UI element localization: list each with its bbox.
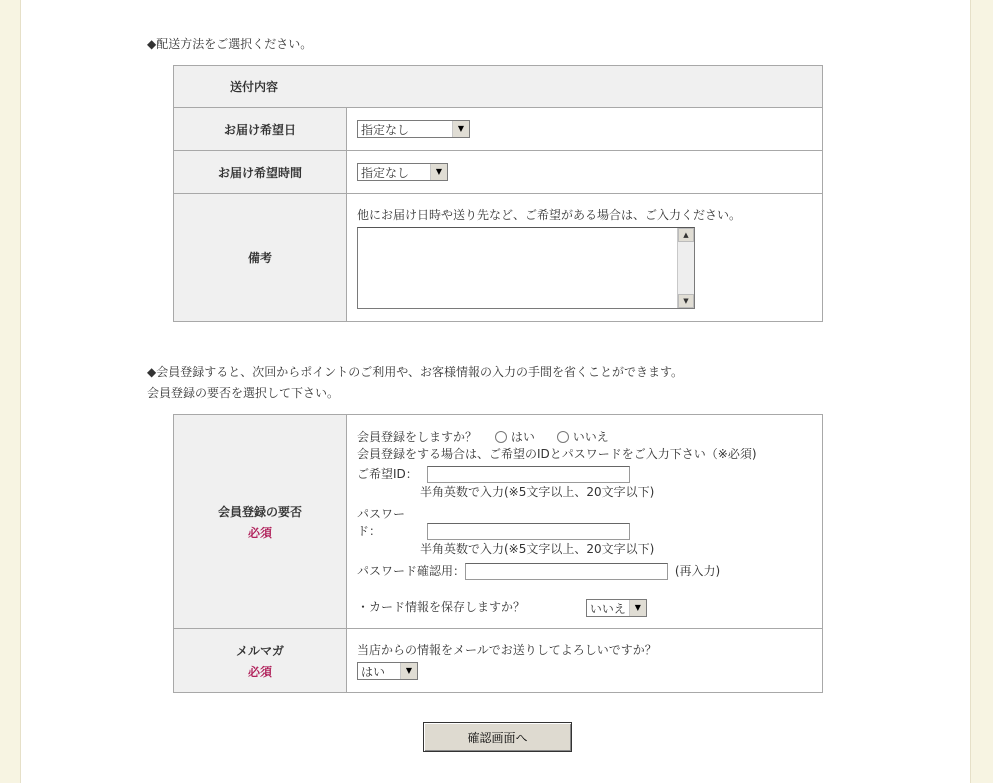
member-pw-confirm-input[interactable] xyxy=(465,563,668,580)
delivery-section-title: ◆配送方法をご選択ください。 xyxy=(147,37,313,51)
delivery-date-value: 指定なし xyxy=(361,123,410,137)
member-question: 会員登録をしますか？ xyxy=(357,430,478,444)
member-pw-confirm-label: パスワード確認用： xyxy=(357,564,466,578)
delivery-time-cell xyxy=(347,151,823,194)
card-select[interactable] xyxy=(586,599,647,617)
member-intro-line2: 会員登録の要否を選択して下さい。 xyxy=(147,386,340,400)
chevron-down-icon: ▼ xyxy=(400,663,417,679)
member-yes-label: はい xyxy=(510,430,535,444)
member-intro-line1: ◆会員登録すると、次回からポイントのご利用や、お客様情報の入力の手間を省くことができます。 xyxy=(147,365,684,379)
mailmag-question: 当店からの情報をメールでお送りしてよろしいですか？ xyxy=(357,642,657,657)
confirm-button[interactable]: 確認画面へ xyxy=(423,722,572,752)
member-id-hint: 半角英数で入力(※5文字以上、20文字以下) xyxy=(420,485,655,499)
scroll-up-icon[interactable]: ▲ xyxy=(678,228,694,242)
delivery-date-cell xyxy=(347,108,823,151)
note-hint: 他にお届け日時や送り先など、ご希望がある場合は、ご入力ください。 xyxy=(357,208,742,222)
delivery-time-label: お届け希望時間 xyxy=(174,151,347,194)
member-no-option[interactable] xyxy=(557,430,609,444)
mailmag-required: 必須 xyxy=(247,664,272,679)
chevron-down-icon: ▼ xyxy=(430,164,447,180)
member-pw-input[interactable] xyxy=(427,523,630,540)
page-border-right xyxy=(970,0,993,783)
member-id-input[interactable] xyxy=(427,466,630,483)
member-table xyxy=(173,414,823,693)
member-required: 必須 xyxy=(247,525,272,540)
note-cell xyxy=(347,194,823,322)
delivery-table xyxy=(173,65,823,322)
page-border-left xyxy=(0,0,21,783)
card-question: ・カード情報を保存しますか？ xyxy=(357,600,526,614)
member-form-cell xyxy=(347,415,823,629)
radio-no[interactable] xyxy=(557,431,569,443)
member-id-label: ご希望ID： xyxy=(357,467,418,481)
note-scrollbar[interactable] xyxy=(677,228,694,308)
mailmag-cell xyxy=(347,629,823,693)
chevron-down-icon: ▼ xyxy=(452,121,469,137)
member-no-label: いいえ xyxy=(572,430,609,444)
delivery-date-label: お届け希望日 xyxy=(174,108,347,151)
mailmag-select[interactable] xyxy=(357,662,418,680)
delivery-time-value: 指定なし xyxy=(361,166,410,180)
member-label-cell xyxy=(174,415,347,629)
card-row xyxy=(357,598,812,617)
chevron-down-icon: ▼ xyxy=(629,600,646,616)
mailmag-value: はい xyxy=(361,664,386,679)
member-pw-label: パスワード： xyxy=(357,507,406,538)
note-label: 備考 xyxy=(174,194,347,322)
radio-yes[interactable] xyxy=(495,431,507,443)
member-yes-option[interactable] xyxy=(495,430,535,444)
member-pw-confirm-row xyxy=(357,562,812,580)
member-question-row xyxy=(357,429,812,446)
delivery-header: 送付内容 xyxy=(174,66,823,108)
mailmag-label: メルマガ xyxy=(235,643,284,658)
member-label: 会員登録の要否 xyxy=(217,504,302,519)
note-textarea[interactable] xyxy=(357,227,695,309)
scroll-down-icon[interactable]: ▼ xyxy=(678,294,694,308)
member-id-row xyxy=(357,465,812,483)
member-pw-hint: 半角英数で入力(※5文字以上、20文字以下) xyxy=(420,542,655,556)
main-content xyxy=(21,0,970,783)
member-pw-row xyxy=(357,505,812,540)
delivery-time-select[interactable] xyxy=(357,163,448,181)
mailmag-label-cell xyxy=(174,629,347,693)
member-instruction: 会員登録をする場合は、ご希望のIDとパスワードをご入力下さい（※必須) xyxy=(357,447,757,461)
card-value: いいえ xyxy=(589,601,626,616)
member-reenter: (再入力) xyxy=(674,564,721,578)
delivery-date-select[interactable] xyxy=(357,120,470,138)
